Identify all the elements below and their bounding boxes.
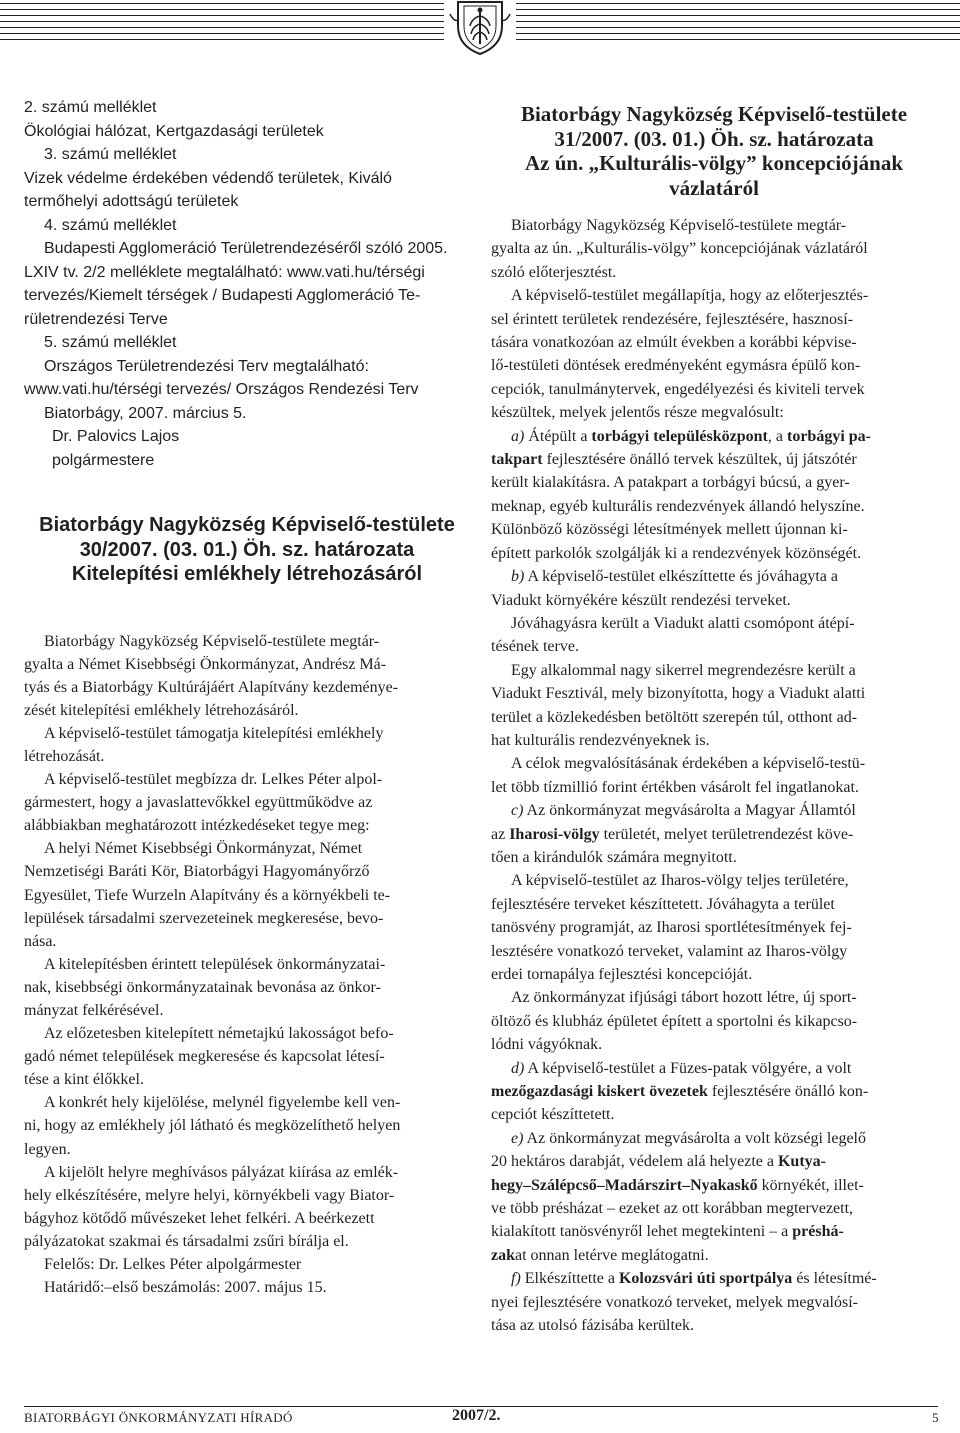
paragraph [24, 1091, 470, 1160]
item-text: A képviselő-testület elkészíttette és jóváhagyta a [524, 568, 839, 586]
text-line: lő-testületi döntések eredményeként egymásra épülő kon- [491, 357, 861, 375]
item-label: c) [511, 802, 524, 820]
item-emphasis: zak [491, 1246, 515, 1264]
approval-paragraph [491, 612, 937, 659]
text-line: sel érintett területek rendezésére, fejlesztésére, hasznosí- [491, 310, 854, 328]
text-line: tyás és a Biatorbágy Kultúrájáért Alapítvány kezdeménye- [24, 678, 399, 696]
item-emphasis: mezőgazdasági kiskert övezetek [491, 1083, 708, 1101]
text-line: Biatorbágy Nagyközség Képviselő-testülete megtár- [44, 632, 380, 650]
goals-paragraph [491, 752, 937, 799]
resolution-31-heading [491, 102, 937, 200]
intro-paragraph [491, 214, 937, 284]
item-emphasis: prés [792, 1223, 822, 1241]
text-line: öltöző és klubház épületet épített a sportolni és kikapcso- [491, 1012, 858, 1030]
text-line: Különböző közösségi létesítmények mellett újonnan ki- [491, 521, 848, 539]
text-line: Az előzetesben kitelepített németajkú lakosságot befo- [44, 1025, 394, 1043]
text-line: Nemzetiségi Baráti Kör, Biatorbágyi Hagyományőrző [24, 863, 370, 881]
item-text: tása az utolsó fázisába kerültek. [491, 1317, 695, 1335]
item-emphasis: Kolozsvári úti sportpálya [618, 1270, 793, 1288]
right-column [491, 102, 937, 1338]
text-line: let több tízmillió forint értékben vásárolt fel ingatlanokat. [491, 778, 859, 796]
item-b-paragraph [491, 565, 937, 612]
resolution-30-heading [24, 513, 470, 587]
paragraph [24, 630, 470, 722]
resolution-body: Biatorbágy Nagyközség Képviselő-testülete [39, 514, 455, 536]
iharos-paragraph [491, 869, 937, 986]
responsible: Felelős: Dr. Lelkes Péter alpolgármester [44, 1256, 302, 1274]
item-text: 20 hektáros darabját, védelem alá helyezte a [491, 1153, 778, 1171]
annex-3-text: Vizek védelme érdekében védendő területek, Kiváló [24, 169, 392, 187]
text-line: tására vonatkozóan az elmúlt években a korábbi képvise- [491, 334, 857, 352]
text-line: készültek, melyek jelentős része megvalósult: [491, 404, 784, 422]
item-text: területét, melyet területrendezést köve- [599, 825, 854, 843]
item-text: Viadukt környékére készült rendezési terveket. [491, 591, 791, 609]
text-line: Jóváhagyásra került a Viadukt alatti csomópont átépí- [511, 614, 855, 632]
text-line: tése a kint élőkkel. [24, 1071, 144, 1089]
text-line: tésének terve. [491, 638, 579, 656]
item-emphasis: Iharosi-völgy [509, 825, 600, 843]
item-text: Elkészíttette a [520, 1270, 619, 1288]
text-line: zését kitelepítési emlékhely létrehozásáról. [24, 701, 299, 719]
item-d-paragraph [491, 1057, 937, 1127]
resolution-30-body [24, 630, 470, 1254]
item-text: A képviselő-testület a Füzes-patak völgyére, a volt [524, 1059, 852, 1077]
text-line: Egy alkalommal nagy sikerrel megrendezésre került a [511, 661, 856, 679]
annex-3-title: 3. számú melléklet [44, 146, 177, 163]
place-date: Biatorbágy, 2007. március 5. [44, 404, 247, 422]
text-line: nak, kisebbségi önkormányzatainak bevonása az önkor- [24, 978, 381, 996]
text-line: létrehozását. [24, 747, 105, 765]
item-emphasis: há- [821, 1223, 844, 1241]
annex-2-title: 2. számú melléklet [24, 99, 157, 116]
text-line: A célok megvalósításának érdekében a képviselő-testü- [511, 755, 866, 773]
left-column [24, 96, 470, 1299]
item-e-paragraph [491, 1127, 937, 1267]
resolution-number: 31/2007. (03. 01.) Öh. sz. határozata [554, 126, 874, 151]
paragraph [24, 1022, 470, 1091]
text-line: gyalta a Német Kisebbségi Önkormányzat, Andrész Má- [24, 655, 387, 673]
text-line: terület a közlekedésben betöltött szerepén túl, otthont ad- [491, 708, 858, 726]
annex-4-text: rületrendezési Terve [24, 310, 168, 328]
item-emphasis: Kutya- [777, 1153, 826, 1171]
text-line: hely elkészítésére, melyre helyi, környékbeli vagy Biator- [24, 1186, 395, 1204]
annex-5-text: Országos Területrendezési Terv megtalálható: [44, 357, 369, 375]
annex-4-title: 4. számú melléklet [44, 216, 177, 234]
paragraph [24, 768, 470, 837]
item-label: d) [511, 1059, 525, 1077]
text-line: mányzat felkérésével. [24, 1002, 164, 1019]
text-line: A helyi Német Kisebbségi Önkormányzat, Német [44, 840, 363, 858]
text-line: gármestert, hogy a javaslattevőkkel együttműködve az [24, 794, 373, 812]
item-emphasis: takpart [491, 451, 543, 469]
municipal-crest-icon [444, 0, 516, 56]
annex-3-text: termőhelyi adottságú területek [24, 193, 239, 210]
signatory-title: polgármestere [52, 451, 155, 469]
item-text: , a [767, 427, 787, 445]
annex-5-title: 5. számú melléklet [44, 334, 177, 351]
text-line: ni, hogy az emlékhely jól látható és megközelíthető helyen [24, 1117, 401, 1135]
item-text: és létesítmé- [792, 1270, 877, 1288]
text-line: A kijelölt helyre meghívásos pályázat kiírása az emlék- [44, 1163, 399, 1181]
annex-2-text: Ökológiai hálózat, Kertgazdasági területek [24, 122, 324, 140]
festival-paragraph [491, 659, 937, 753]
text-line: tanösvény programját, az Iharosi sportlétesítmények fej- [491, 919, 852, 937]
resolution-body: Biatorbágy Nagyközség Képviselő-testülete [520, 102, 908, 126]
text-line: A konkrét hely kijelölése, melynél figyelembe kell ven- [44, 1094, 401, 1112]
item-text: ve több présházat – ezeket az ott korábban megtervezett, [491, 1200, 854, 1218]
text-line: lesztésére vonatkozó terveket, valamint az Iharos-völgy [491, 942, 848, 960]
text-line: került kialakításra. A patakpart a torbágyi búcsú, a gyer- [491, 474, 850, 492]
annex-5-text: www.vati.hu/térségi tervezés/ Országos Rendezési Terv [24, 381, 419, 398]
item-emphasis: torbágyi pa- [786, 427, 871, 445]
text-line: Viadukt Fesztivál, mely bizonyította, hogy a Viadukt alatti [491, 685, 866, 703]
page-number: 5 [932, 1410, 939, 1425]
item-text: fejlesztésére önálló kon- [707, 1083, 869, 1101]
item-text: fejlesztésére önálló tervek készültek, új játszótér [542, 451, 857, 469]
deadline: Határidő:–első beszámolás: 2007. május 15. [44, 1279, 327, 1297]
paragraph [24, 953, 470, 1022]
item-text: cepciót készíttetett. [491, 1106, 615, 1124]
text-line: lepülések társadalmi szervezeteinek megkeresése, bevo- [24, 909, 384, 927]
paragraph [24, 1161, 470, 1253]
header-band [0, 0, 960, 56]
resolution-number: 30/2007. (03. 01.) Öh. sz. határozata [79, 538, 415, 561]
item-label: b) [511, 568, 525, 586]
text-line: hat kulturális rendezvényeknek is. [491, 731, 710, 749]
resolution-subject: Kitelepítési emlékhely létrehozásáról [71, 563, 423, 585]
annex-4-text: tervezés/Kiemelt térségek / Budapesti Agglomeráció Te- [24, 287, 421, 304]
item-emphasis: hegy–Szálépcső–Madárszirt–Nyakaskő [491, 1176, 758, 1194]
text-line: nása. [24, 932, 57, 950]
resolution-31-body [491, 214, 937, 1338]
text-line: erdei tornapálya fejlesztési koncepcióját. [491, 966, 753, 983]
findings-paragraph [491, 284, 937, 424]
signatory-name: Dr. Palovics Lajos [52, 428, 180, 445]
youth-paragraph [491, 986, 937, 1056]
item-text: Átépült a [524, 427, 592, 445]
publication-name: BIATORBÁGYI ÖNKORMÁNYZATI HÍRADÓ [24, 1410, 293, 1425]
paragraph [24, 722, 470, 768]
item-text: nyei fejlesztésére vonatkozó terveket, melyek megvalósí- [491, 1293, 858, 1311]
annex-4-text: Budapesti Agglomeráció Területrendezéséről szóló 2005. [44, 240, 448, 257]
text-line: pályázatokat szakmai és társadalmi zsűri bírálja el. [24, 1232, 349, 1250]
item-label: e) [511, 1129, 524, 1147]
text-line: bágyhoz kötődő művészeket lehet felkéri. A beérkezett [24, 1209, 375, 1227]
item-f-paragraph [491, 1267, 937, 1337]
text-line: Egyesület, Tiefe Wurzeln Alapítvány és a környékbeli te- [24, 886, 391, 904]
text-line: A kitelepítésben érintett települések önkormányzatai- [44, 955, 386, 973]
text-line: szóló előterjesztést. [491, 263, 617, 281]
text-line: legyen. [24, 1140, 71, 1158]
text-line: gyalta az ún. „Kulturális-völgy” koncepciójának vázlatáról [491, 240, 868, 258]
text-line: fejlesztésére terveket készíttetett. Jóváhagyta a terület [491, 895, 835, 913]
text-line: gadó német települések megkeresése és kapcsolat létesí- [24, 1048, 385, 1066]
annex-4-text: LXIV tv. 2/2 melléklete megtalálható: www.vati.hu/térségi [24, 263, 425, 281]
item-text: tően a kirándulók számára megnyitott. [491, 848, 737, 866]
text-line: cepciók, tanulmánytervek, engedélyezési és kiviteli tervek [491, 380, 865, 398]
text-line: épített parkolók szolgálják ki a rendezvények közönségét. [491, 544, 862, 562]
issue-number: 2007/2. [452, 1407, 501, 1424]
item-label: a) [511, 427, 525, 445]
item-a-paragraph [491, 425, 937, 565]
text-line: meknap, egyéb kulturális rendezvények állandó helyszíne. [491, 497, 865, 515]
text-line: Az önkormányzat ifjúsági tábort hozott létre, új sport- [511, 989, 857, 1007]
text-line: lódni vágyóknak. [491, 1036, 603, 1054]
text-line: A képviselő-testület megbízza dr. Lelkes Péter alpol- [44, 771, 383, 789]
item-emphasis: torbágyi településközpont [591, 427, 768, 445]
item-text: Az önkormányzat megvásárolta a volt községi legelő [523, 1129, 866, 1147]
text-line: A képviselő-testület megállapítja, hogy az előterjesztés- [511, 287, 869, 305]
item-text: Az önkormányzat megvásárolta a Magyar Államtól [523, 802, 856, 820]
text-line: A képviselő-testület az Iharos-völgy teljes területére, [511, 872, 849, 890]
item-text: at onnan letérve meglátogatni. [515, 1246, 709, 1264]
text-line: A képviselő-testület támogatja kitelepítési emlékhely [44, 724, 384, 742]
item-c-paragraph [491, 799, 937, 869]
item-text: kialakított tanösvényről lehet megtekinteni – a [491, 1223, 793, 1241]
item-text: az [491, 825, 510, 843]
text-line: Biatorbágy Nagyközség Képviselő-testülete megtár- [511, 217, 847, 234]
resolution-subject: Az ún. „Kulturális-völgy” koncepciójának [524, 151, 904, 175]
item-text: környékét, illet- [757, 1176, 864, 1194]
text-line: alábbiakban meghatározott intézkedéseket tegye meg: [24, 817, 370, 835]
item-label: f) [511, 1270, 521, 1288]
paragraph [24, 837, 470, 952]
resolution-subject: vázlatáról [669, 175, 759, 200]
